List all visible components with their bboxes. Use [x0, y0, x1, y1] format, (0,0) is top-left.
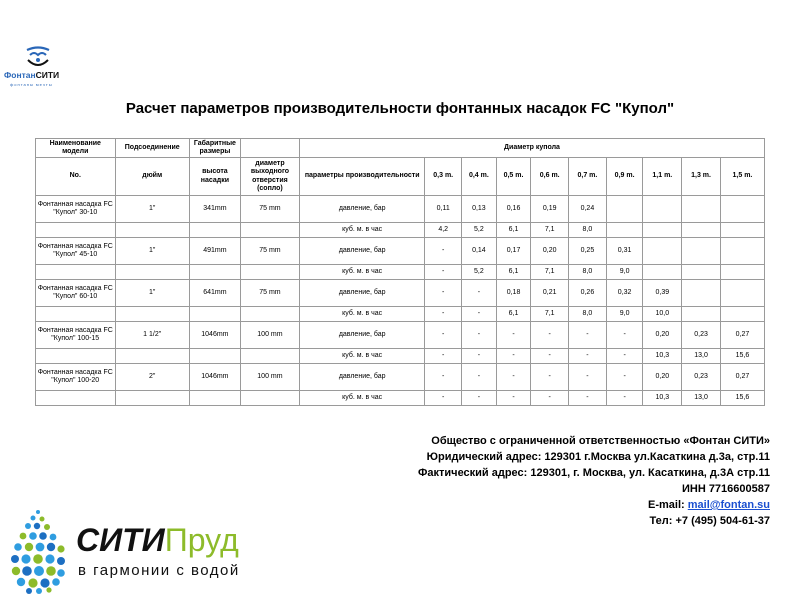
empty-cell: [189, 391, 240, 406]
empty-cell: [240, 391, 299, 406]
pressure-value: [643, 238, 682, 265]
flow-value: [682, 307, 721, 322]
pressure-value: -: [496, 322, 531, 349]
flow-value: [720, 223, 764, 238]
table-row: [36, 265, 765, 280]
flow-value: 5,2: [462, 265, 497, 280]
pressure-value: -: [462, 322, 497, 349]
header-nozzle-height: высота насадки: [189, 158, 240, 196]
flow-value: 7,1: [531, 307, 569, 322]
pressure-value: 0,24: [569, 196, 607, 223]
flow-value: 13,0: [682, 349, 721, 364]
header-connection: Подсоединение: [115, 139, 189, 158]
model-name: Фонтанная насадка FC "Купол" 100-20: [36, 364, 116, 391]
inn: ИНН 7716600587: [681, 483, 770, 495]
pressure-label: давление, бар: [299, 322, 424, 349]
city-prud-brand: СИТИПруд: [76, 522, 239, 558]
flow-value: -: [496, 349, 531, 364]
email-label: E-mail:: [648, 499, 685, 511]
water-drops-icon: [6, 508, 70, 594]
flow-value: 10,0: [643, 307, 682, 322]
header-diameter: 0,4 m.: [462, 158, 497, 196]
flow-value: -: [531, 391, 569, 406]
pressure-value: 0,23: [682, 322, 721, 349]
pressure-value: 0,23: [682, 364, 721, 391]
table-row: [36, 391, 765, 406]
flow-value: 5,2: [462, 223, 497, 238]
pressure-value: 0,11: [425, 196, 462, 223]
empty-cell: [240, 265, 299, 280]
header-diameter: 1,5 m.: [720, 158, 764, 196]
legal-address: Юридический адрес: 129301 г.Москва ул.Касаткина д.3а, стр.11: [426, 451, 770, 463]
pressure-value: [720, 238, 764, 265]
empty-cell: [36, 223, 116, 238]
flow-value: -: [462, 349, 497, 364]
flow-value: -: [462, 307, 497, 322]
pressure-label: давление, бар: [299, 196, 424, 223]
nozzle-height: 1046mm: [189, 322, 240, 349]
flow-value: [643, 265, 682, 280]
pressure-value: 0,26: [569, 280, 607, 307]
pressure-value: -: [425, 238, 462, 265]
outlet-diameter: 100 mm: [240, 364, 299, 391]
header-diameter: 1,3 m.: [682, 158, 721, 196]
pressure-value: 0,27: [720, 364, 764, 391]
phone: Тел: +7 (495) 504-61-37: [649, 515, 770, 527]
logo-brand-text: ФонтанСИТИ: [4, 70, 60, 80]
flow-label: куб. м. в час: [299, 349, 424, 364]
page-title: Расчет параметров производительности фонтанных насадок FC "Купол": [125, 100, 675, 117]
table-row: [36, 196, 765, 223]
pressure-value: -: [606, 322, 643, 349]
outlet-diameter: 75 mm: [240, 238, 299, 265]
company-details: [418, 433, 770, 529]
model-name: Фонтанная насадка FC "Купол" 30-10: [36, 196, 116, 223]
flow-label: куб. м. в час: [299, 223, 424, 238]
nozzle-height: 641mm: [189, 280, 240, 307]
flow-value: 7,1: [531, 223, 569, 238]
empty-cell: [189, 307, 240, 322]
pressure-value: 0,25: [569, 238, 607, 265]
header-diameter: 0,6 m.: [531, 158, 569, 196]
pressure-value: 0,16: [496, 196, 531, 223]
flow-value: 9,0: [606, 307, 643, 322]
fountain-logo-icon: [24, 46, 52, 68]
empty-cell: [240, 307, 299, 322]
empty-cell: [36, 265, 116, 280]
pressure-value: [720, 280, 764, 307]
pressure-value: 0,21: [531, 280, 569, 307]
email-line: [418, 497, 770, 513]
table-row: [36, 280, 765, 307]
table-row: [36, 322, 765, 349]
empty-cell: [189, 349, 240, 364]
flow-value: [720, 307, 764, 322]
header-no: No.: [36, 158, 116, 196]
pressure-label: давление, бар: [299, 238, 424, 265]
pressure-value: 0,20: [643, 364, 682, 391]
header-diameter: 0,7 m.: [569, 158, 607, 196]
flow-value: -: [425, 307, 462, 322]
flow-label: куб. м. в час: [299, 307, 424, 322]
table-row: [36, 349, 765, 364]
header-diameter: 0,9 m.: [606, 158, 643, 196]
flow-value: -: [569, 349, 607, 364]
pressure-label: давление, бар: [299, 280, 424, 307]
table-row: [36, 307, 765, 322]
header-dimensions: Габаритные размеры: [189, 139, 240, 158]
pressure-value: 0,17: [496, 238, 531, 265]
header-diameter: 0,3 m.: [425, 158, 462, 196]
header-model: Наименование модели: [36, 139, 116, 158]
pressure-value: -: [531, 322, 569, 349]
empty-cell: [115, 391, 189, 406]
pressure-value: -: [496, 364, 531, 391]
flow-value: 4,2: [425, 223, 462, 238]
flow-value: -: [425, 265, 462, 280]
pressure-value: -: [462, 280, 497, 307]
outlet-diameter: 75 mm: [240, 196, 299, 223]
model-name: Фонтанная насадка FC "Купол" 60-10: [36, 280, 116, 307]
pressure-value: 0,20: [531, 238, 569, 265]
header-params: параметры производительности: [299, 158, 424, 196]
connection-size: 2": [115, 364, 189, 391]
pressure-label: давление, бар: [299, 364, 424, 391]
connection-size: 1": [115, 196, 189, 223]
flow-label: куб. м. в час: [299, 265, 424, 280]
flow-value: 8,0: [569, 265, 607, 280]
flow-value: -: [425, 391, 462, 406]
empty-cell: [115, 307, 189, 322]
flow-value: [643, 223, 682, 238]
flow-value: 6,1: [496, 265, 531, 280]
pressure-value: 0,20: [643, 322, 682, 349]
pressure-value: -: [425, 364, 462, 391]
flow-value: 15,6: [720, 391, 764, 406]
pressure-value: [606, 196, 643, 223]
fontan-city-logo: [2, 46, 74, 90]
flow-value: -: [496, 391, 531, 406]
empty-cell: [240, 223, 299, 238]
empty-cell: [115, 265, 189, 280]
nozzle-height: 1046mm: [189, 364, 240, 391]
pressure-value: [643, 196, 682, 223]
empty-cell: [240, 349, 299, 364]
flow-value: 9,0: [606, 265, 643, 280]
pressure-value: 0,13: [462, 196, 497, 223]
nozzle-height: 341mm: [189, 196, 240, 223]
flow-value: -: [531, 349, 569, 364]
flow-value: -: [425, 349, 462, 364]
flow-value: 8,0: [569, 223, 607, 238]
header-dome-diameter: Диаметр купола: [299, 139, 764, 158]
flow-value: [682, 223, 721, 238]
pressure-value: 0,39: [643, 280, 682, 307]
pressure-value: 0,19: [531, 196, 569, 223]
flow-value: [682, 265, 721, 280]
flow-value: [606, 223, 643, 238]
pressure-value: -: [425, 280, 462, 307]
header-diameter: 0,5 m.: [496, 158, 531, 196]
email-link[interactable]: mail@fontan.su: [687, 499, 770, 511]
connection-size: 1": [115, 238, 189, 265]
header-diameter: 1,1 m.: [643, 158, 682, 196]
city-prud-logo: [6, 508, 306, 596]
pressure-value: [682, 280, 721, 307]
nozzle-height: 491mm: [189, 238, 240, 265]
flow-value: -: [462, 391, 497, 406]
pressure-value: 0,31: [606, 238, 643, 265]
flow-value: 7,1: [531, 265, 569, 280]
table-row: [36, 223, 765, 238]
flow-value: 10,3: [643, 349, 682, 364]
logo-tagline: фонтаны мечты: [10, 82, 53, 87]
flow-value: -: [569, 391, 607, 406]
pressure-value: -: [569, 322, 607, 349]
pressure-value: -: [425, 322, 462, 349]
flow-value: -: [606, 349, 643, 364]
empty-cell: [36, 307, 116, 322]
flow-value: 10,3: [643, 391, 682, 406]
flow-value: 15,6: [720, 349, 764, 364]
header-inch: дюйм: [115, 158, 189, 196]
flow-value: 13,0: [682, 391, 721, 406]
nozzle-parameters-table: [35, 138, 765, 406]
model-name: Фонтанная насадка FC "Купол" 100-15: [36, 322, 116, 349]
empty-cell: [36, 349, 116, 364]
pressure-value: [682, 238, 721, 265]
pressure-value: [720, 196, 764, 223]
pressure-value: -: [569, 364, 607, 391]
company-name: Общество с ограниченной ответственностью «Фонтан СИТИ»: [431, 435, 770, 447]
empty-cell: [115, 223, 189, 238]
empty-cell: [189, 223, 240, 238]
outlet-diameter: 100 mm: [240, 322, 299, 349]
pressure-value: [682, 196, 721, 223]
flow-value: 8,0: [569, 307, 607, 322]
model-name: Фонтанная насадка FC "Купол" 45-10: [36, 238, 116, 265]
table-row: [36, 364, 765, 391]
table-row: [36, 238, 765, 265]
pressure-value: 0,27: [720, 322, 764, 349]
empty-cell: [189, 265, 240, 280]
city-prud-slogan: в гармонии с водой: [78, 562, 240, 579]
connection-size: 1": [115, 280, 189, 307]
flow-value: 6,1: [496, 223, 531, 238]
empty-cell: [36, 391, 116, 406]
connection-size: 1 1/2": [115, 322, 189, 349]
pressure-value: -: [462, 364, 497, 391]
empty-cell: [115, 349, 189, 364]
header-outlet-diameter: диаметр выходного отверстия (сопло): [240, 158, 299, 196]
pressure-value: 0,32: [606, 280, 643, 307]
pressure-value: -: [606, 364, 643, 391]
pressure-value: -: [531, 364, 569, 391]
outlet-diameter: 75 mm: [240, 280, 299, 307]
flow-value: 6,1: [496, 307, 531, 322]
flow-value: [720, 265, 764, 280]
pressure-value: 0,18: [496, 280, 531, 307]
actual-address: Фактический адрес: 129301, г. Москва, ул. Касаткина, д.3А стр.11: [418, 467, 770, 479]
pressure-value: 0,14: [462, 238, 497, 265]
flow-value: -: [606, 391, 643, 406]
flow-label: куб. м. в час: [299, 391, 424, 406]
